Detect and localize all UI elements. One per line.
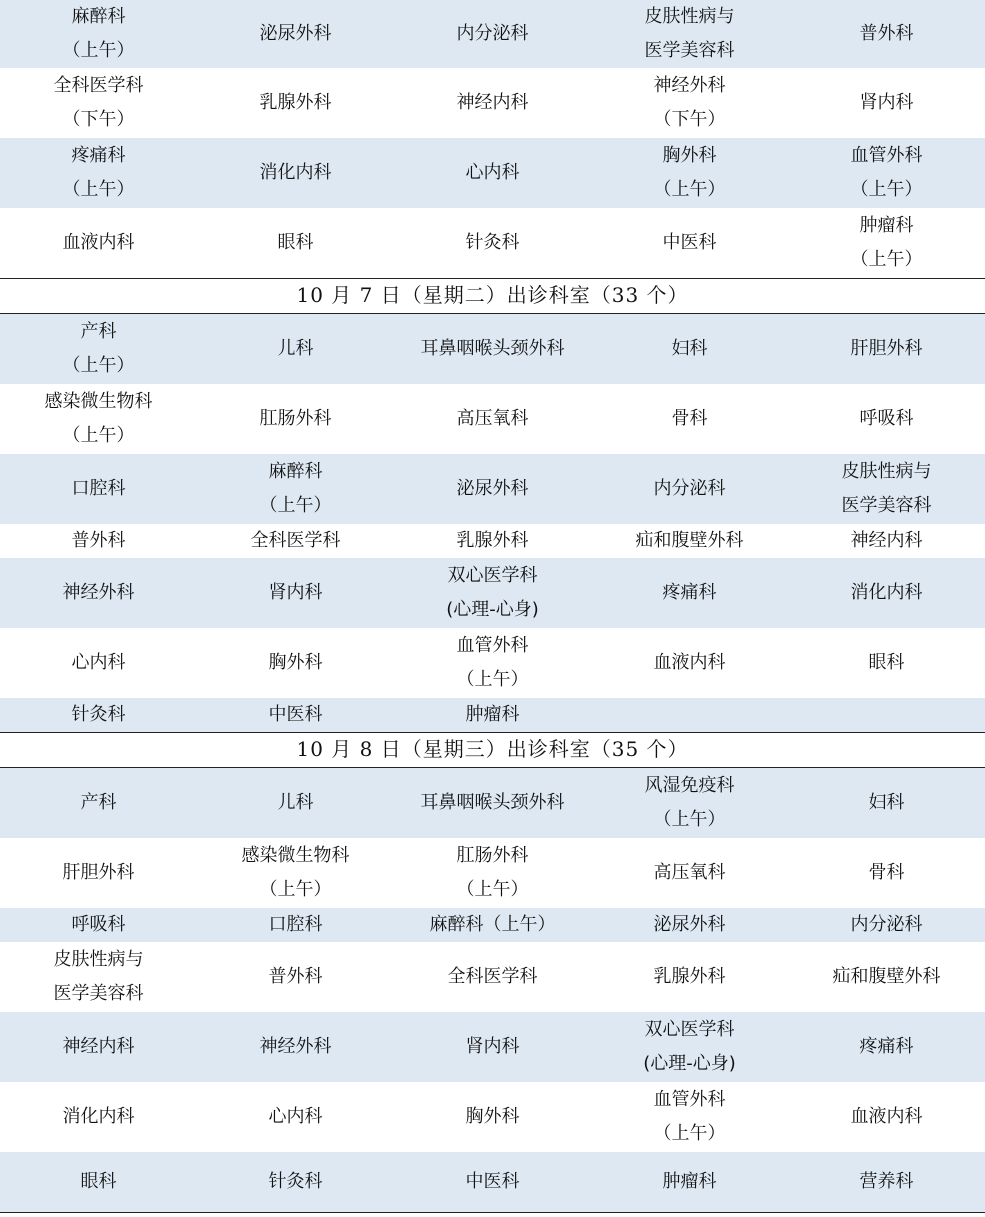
department-cell: 高压氧科 [456,408,529,429]
department-cell: 消化内科 [259,162,332,183]
department-cell: 肾内科 [465,1036,520,1057]
department-cell: 疝和腹壁外科 [635,530,744,551]
department-cell: 神经外科 [62,582,135,603]
department-cell: 中医科 [662,232,717,253]
department-cell: 皮肤性病与 医学美容科 [644,6,735,61]
section-heading: 10 月 7 日（星期二）出诊科室（33 个） [0,278,985,314]
table-row [0,208,985,278]
department-cell: 血管外科 （上午） [653,1089,726,1144]
department-cell: 普外科 [268,966,323,987]
department-cell: 疼痛科 [662,582,717,603]
department-cell: 感染微生物科 （上午） [241,845,350,900]
table-row [0,384,985,454]
table-row [0,942,985,1012]
department-cell: 麻醉科 （上午） [62,6,135,61]
department-cell: 胸外科 （上午） [653,145,726,200]
department-cell: 妇科 [868,792,905,813]
department-cell: 全科医学科 [447,966,538,987]
department-cell: 中医科 [465,1171,520,1192]
department-cell: 血液内科 [850,1106,923,1127]
department-cell: 口腔科 [268,914,323,935]
department-cell: 内分泌科 [653,478,726,499]
department-cell: 乳腺外科 [653,966,726,987]
table-row [0,698,985,732]
department-cell: 心内科 [268,1106,323,1127]
department-cell: 针灸科 [71,704,126,725]
department-cell: 神经内科 [62,1036,135,1057]
department-cell: 消化内科 [62,1106,135,1127]
department-cell: 感染微生物科 （上午） [44,391,153,446]
department-cell: 麻醉科 （上午） [259,461,332,516]
table-row [0,838,985,908]
department-cell: 产科 [80,792,117,813]
department-cell: 肝胆外科 [62,862,135,883]
department-cell: 骨科 [868,862,905,883]
department-cell: 胸外科 [268,652,323,673]
table-row [0,628,985,698]
department-cell: 针灸科 [268,1171,323,1192]
department-cell: 麻醉科（上午） [429,914,556,935]
department-cell: 呼吸科 [71,914,126,935]
table-row [0,138,985,208]
department-cell: 呼吸科 [859,408,914,429]
department-cell: 心内科 [465,162,520,183]
table-row [0,454,985,524]
department-cell: 眼科 [80,1171,117,1192]
department-cell: 疝和腹壁外科 [832,966,941,987]
table-row [0,314,985,384]
department-cell: 眼科 [868,652,905,673]
department-cell: 中医科 [268,704,323,725]
department-cell: 皮肤性病与 医学美容科 [53,949,144,1004]
table-row [0,558,985,628]
department-cell: 产科 （上午） [62,321,135,376]
department-cell: 心内科 [71,652,126,673]
department-cell: 血液内科 [62,232,135,253]
department-cell: 疼痛科 [859,1036,914,1057]
department-cell: 骨科 [671,408,708,429]
department-cell: 血管外科 （上午） [850,145,923,200]
department-cell: 普外科 [71,530,126,551]
department-cell: 儿科 [277,792,314,813]
department-cell: 神经内科 [456,92,529,113]
department-cell: 肿瘤科 （上午） [850,215,923,270]
table-row [0,0,985,68]
department-cell: 内分泌科 [850,914,923,935]
department-cell: 泌尿外科 [653,914,726,935]
section-heading: 10 月 8 日（星期三）出诊科室（35 个） [0,732,985,768]
department-cell: 肾内科 [268,582,323,603]
department-cell: 胸外科 [465,1106,520,1127]
table-row [0,524,985,558]
department-cell: 泌尿外科 [259,23,332,44]
table-row [0,1082,985,1152]
department-cell: 泌尿外科 [456,478,529,499]
department-cell: 高压氧科 [653,862,726,883]
department-cell: 肿瘤科 [465,704,520,725]
department-cell: 耳鼻咽喉头颈外科 [420,338,565,359]
department-cell: 肾内科 [859,92,914,113]
table-row [0,68,985,138]
department-cell: 乳腺外科 [259,92,332,113]
department-cell: 风湿免疫科 （上午） [644,775,735,830]
department-cell: 全科医学科 （下午） [53,75,144,130]
department-cell: 神经内科 [850,530,923,551]
department-cell: 儿科 [277,338,314,359]
department-cell: 皮肤性病与 医学美容科 [841,461,932,516]
department-cell: 口腔科 [71,478,126,499]
table-row [0,1012,985,1082]
department-cell: 神经外科 （下午） [653,75,726,130]
department-cell: 肛肠外科 （上午） [456,845,529,900]
department-cell: 乳腺外科 [456,530,529,551]
department-cell: 耳鼻咽喉头颈外科 [420,792,565,813]
table-bottom-rule [0,1212,985,1213]
department-cell: 双心医学科 (心理-心身) [446,565,539,620]
department-cell: 神经外科 [259,1036,332,1057]
department-cell: 血管外科 （上午） [456,635,529,690]
department-cell: 营养科 [859,1171,914,1192]
department-cell: 针灸科 [465,232,520,253]
department-cell: 内分泌科 [456,23,529,44]
department-cell: 眼科 [277,232,314,253]
department-cell: 普外科 [859,23,914,44]
table-row [0,768,985,838]
department-cell: 肝胆外科 [850,338,923,359]
department-cell: 血液内科 [653,652,726,673]
department-cell: 双心医学科 (心理-心身) [643,1019,736,1074]
department-cell: 妇科 [671,338,708,359]
department-cell: 全科医学科 [250,530,341,551]
table-row [0,1152,985,1212]
department-cell: 肿瘤科 [662,1171,717,1192]
department-cell: 肛肠外科 [259,408,332,429]
department-cell: 疼痛科 （上午） [62,145,135,200]
department-cell: 消化内科 [850,582,923,603]
table-row [0,908,985,942]
